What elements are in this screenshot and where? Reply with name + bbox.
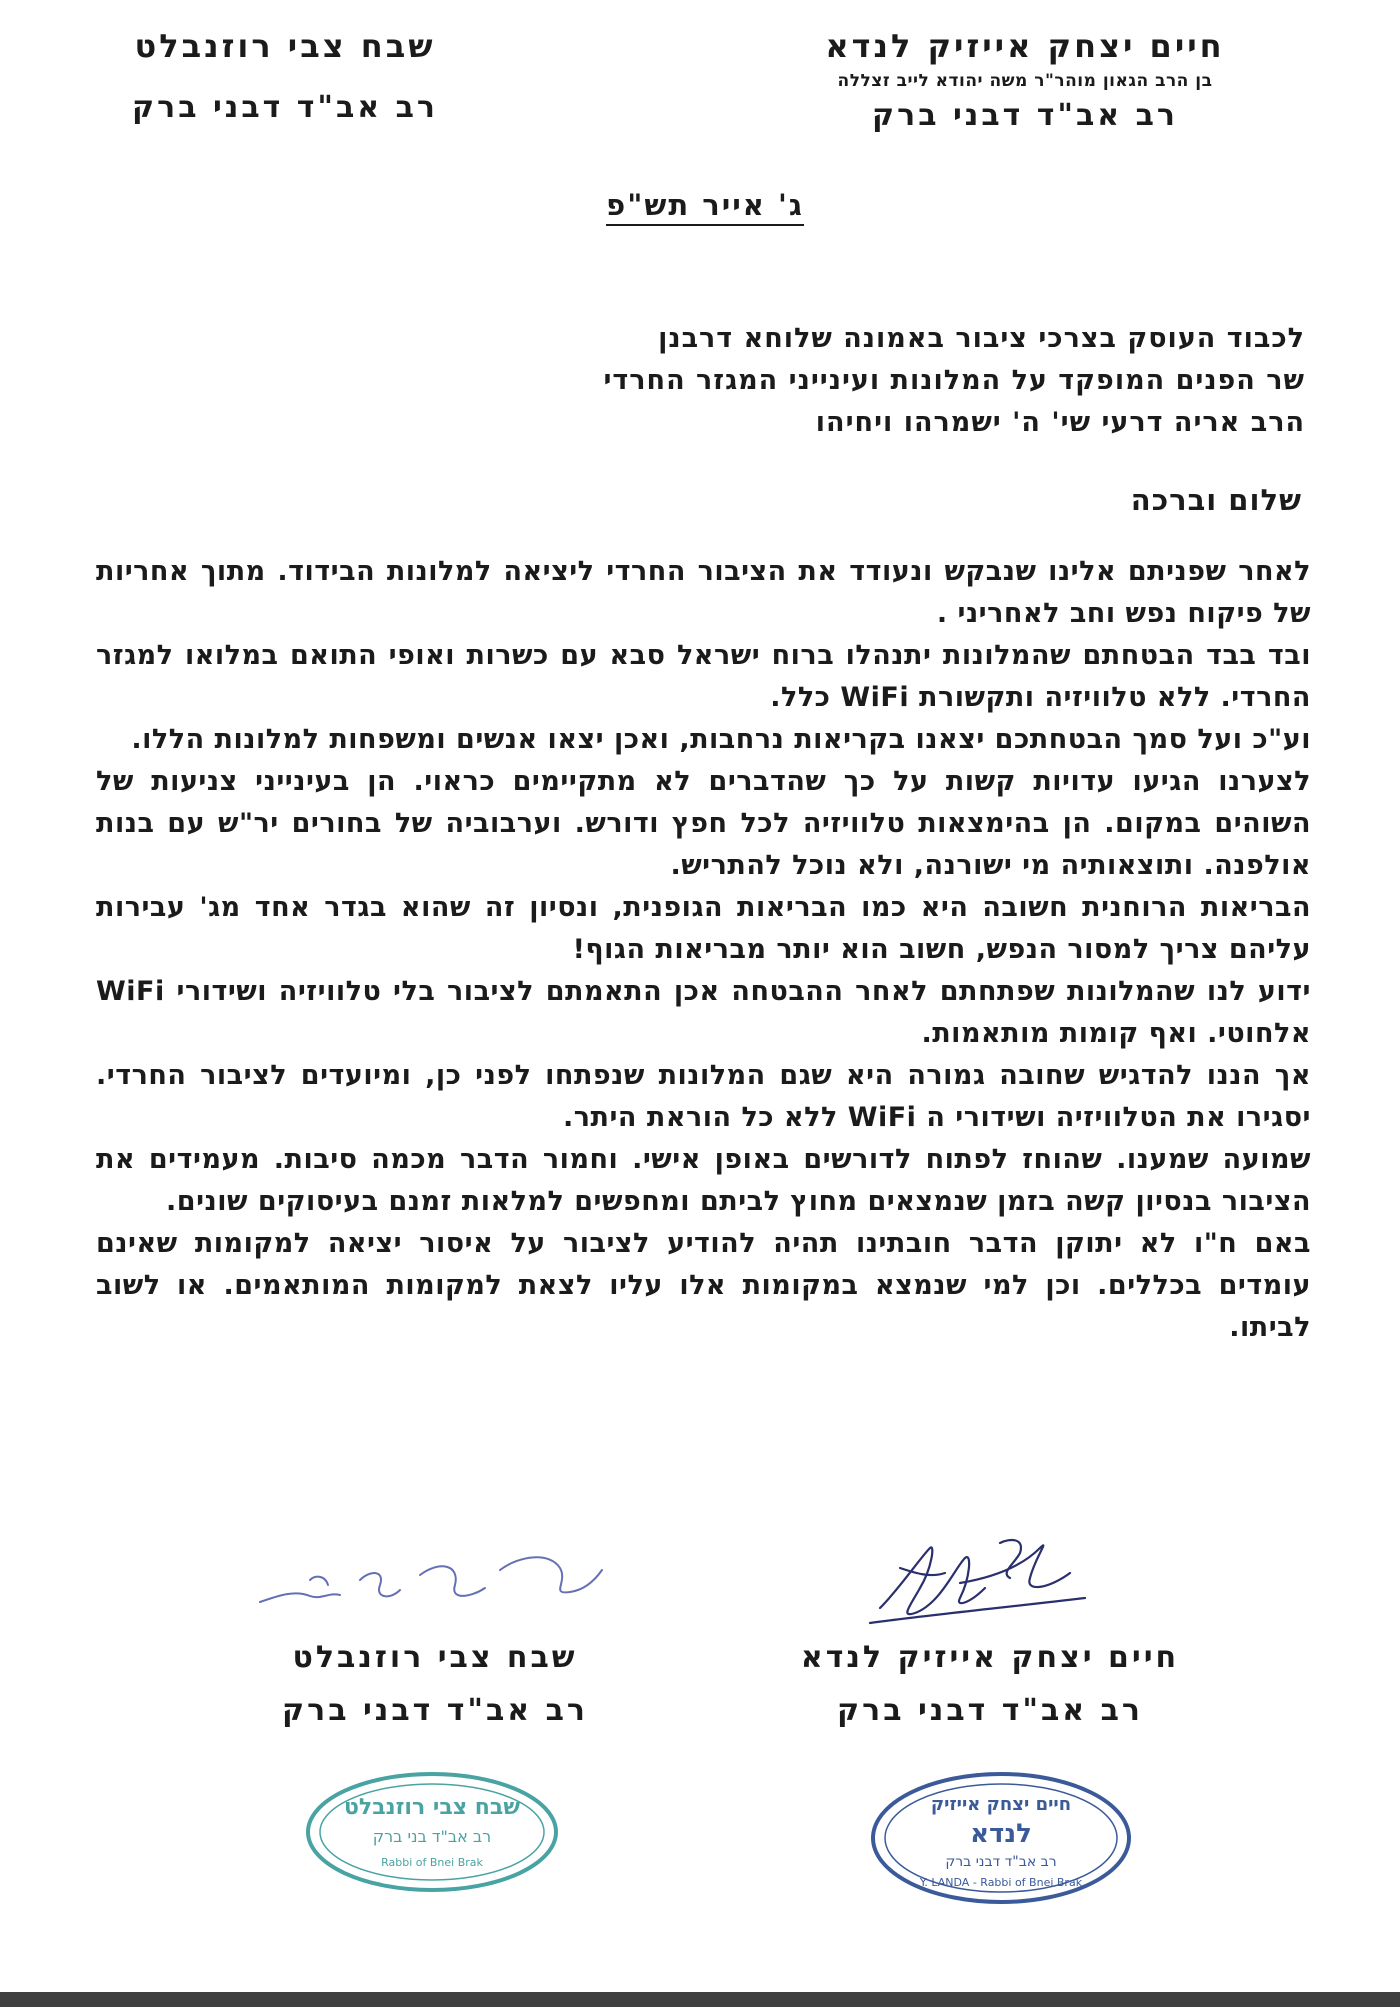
signer-right-title: רב אב"ד דבני ברק <box>837 1693 1143 1728</box>
addressee-block <box>603 318 1305 444</box>
body-paragraph: ידוע לנו שהמלונות שפתחתם לאחר ההבטחה אכן התאמתם לציבור בלי טלוויזיה ושידורי WiFi אלחוטי. ואף קומות מותאמות. <box>96 976 1311 1049</box>
letterhead-left-name: שבח צבי רוזנבלט <box>134 27 436 65</box>
letter-body <box>96 551 1311 1349</box>
body-paragraph: לאחר שפניתם אלינו שנבקש ונעודד את הציבור החרדי ליציאה למלונות הבידוד. מתוך אחריות של פיקוח נפש וחב לאחריני . <box>96 556 1311 629</box>
stamp-left-top: שבח צבי רוזנבלט <box>343 1795 521 1820</box>
addressee-line: הרב אריה דרעי שי' ה' ישמרהו ויחיהו <box>815 407 1305 438</box>
body-paragraph: הבריאות הרוחנית חשובה היא כמו הבריאות הגופנית, ונסיון זה שהוא בגדר אחד מג' עבירות עליהם צריך למסור הנפש, חשוב הוא יותר מבריאות הגוף! <box>96 892 1311 965</box>
body-paragraph: שמועה שמענו. שהוחז לפתוח לדורשים באופן אישי. וחמור הדבר מכמה סיבות. מעמידים את הציבור בנסיון קשה בזמן שנמצאים מחוץ לביתם ומחפשים למלאות זמנם בעיסוקים שונים. <box>96 1144 1311 1217</box>
letterhead-left <box>120 24 450 130</box>
viewer-bottom-bar <box>0 1992 1400 2007</box>
body-paragraph: ובד בבד הבטחתם שהמלונות יתנהלו ברוח ישראל סבא עם כשרות ואופי התואם במלואו למגזר החרדי. ללא טלוויזיה ותקשורת WiFi כלל. <box>96 640 1311 713</box>
stamp-right-bottom: Y. LANDA - Rabbi of Bnei Brak <box>919 1876 1083 1889</box>
signer-left-title: רב אב"ד דבני ברק <box>282 1693 588 1728</box>
letterhead-right-name: חיים יצחק אייזיק לנדא <box>825 27 1225 65</box>
letterhead-right <box>790 24 1260 138</box>
letter-date <box>560 188 850 222</box>
body-paragraph: אך הננו להדגיש שחובה גמורה היא שגם המלונות שנפתחו לפני כן, ומיועדים לציבור החרדי. יסגירו את הטלוויזיה ושידורי ה WiFi ללא כל הוראת היתר. <box>96 1060 1311 1133</box>
body-paragraph: וע"כ ועל סמך הבטחתכם יצאנו בקריאות נרחבות, ואכן יצאו אנשים ומשפחות למלונות הללו. <box>131 724 1311 755</box>
letterhead-right-title: רב אב"ד דבני ברק <box>872 98 1178 133</box>
stamp-right-sub: רב אב"ד דבני ברק <box>945 1854 1057 1870</box>
stamp-right-top: חיים יצחק אייזיק <box>930 1794 1072 1815</box>
greeting: שלום וברכה <box>1130 483 1302 517</box>
letterhead-left-title: רב אב"ד דבני ברק <box>132 90 438 125</box>
letter-date-text: ג' אייר תש"פ <box>606 188 804 226</box>
rabbinical-stamp-left <box>302 1768 562 1896</box>
body-paragraph: לצערנו הגיעו עדויות קשות על כך שהדברים לא מתקיימים כראוי. הן בעינייני צניעות של השוהים במקום. הן בהימצאות טלוויזיה לכל חפץ ודורש. וערבוביה של בחורים יר"ש עם בנות אולפנה. ותוצאותיה מי ישורנה, ולא נוכל להתריש. <box>96 766 1311 881</box>
addressee-line: לכבוד העוסק בצרכי ציבור באמונה שלוחא דרבנן <box>658 323 1305 354</box>
signer-right-name: חיים יצחק אייזיק לנדא <box>800 1640 1180 1675</box>
stamp-left-middle: רב אב"ד בני ברק <box>372 1827 492 1846</box>
signer-left-name: שבח צבי רוזנבלט <box>292 1640 578 1675</box>
addressee-line: שר הפנים המופקד על המלונות ועינייני המגזר החרדי <box>603 365 1305 396</box>
letterhead-right-lineage: בן הרב הגאון מוהר"ר משה יהודא לייב זצללה <box>837 71 1213 91</box>
rabbinical-stamp-right <box>866 1768 1136 1908</box>
stamp-right-middle: לנדא <box>970 1819 1032 1849</box>
handwritten-signature-right <box>860 1528 1100 1638</box>
body-paragraph: באם ח"ו לא יתוקן הדבר חובתינו תהיה להודיע לציבור על איסור יציאה למקומות שאינם עומדים בכללים. וכן למי שנמצא במקומות אלו עליו לצאת למקומות המותאמים. או לשוב לביתו. <box>96 1228 1311 1343</box>
stamp-left-bottom: Rabbi of Bnei Brak <box>381 1856 483 1869</box>
handwritten-signature-left <box>250 1540 610 1620</box>
